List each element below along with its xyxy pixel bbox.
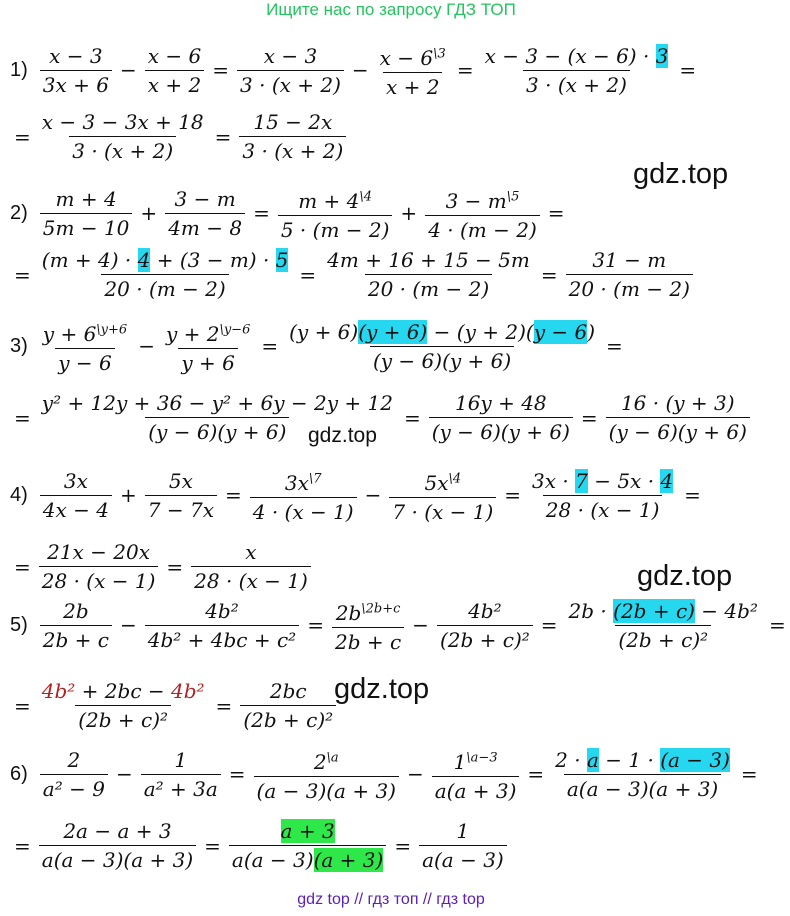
denominator: y + 6 [178,348,238,377]
numerator [278,817,338,845]
operator: = [684,483,701,508]
operator: = [166,554,184,579]
operator: = [14,693,31,718]
denominator: a² + 3a [141,774,221,803]
denominator: (y − 6)(y + 6) [429,417,573,446]
numerator: 2a − a + 3 [63,819,172,843]
cancelled-term: 4b² [41,679,76,703]
denominator: 20 · (m − 2) [365,274,492,303]
fraction [250,465,357,526]
denominator: 28 · (x − 1) [191,566,311,595]
fraction [165,185,245,242]
denominator: 3 · (x + 2) [237,70,344,99]
denominator: 28 · (x − 1) [39,566,159,595]
denominator: 2b + c [40,625,112,654]
watermark: gdz.top [637,560,733,592]
denominator: 5 · (m − 2) [278,215,393,244]
operator: = [403,405,421,430]
fraction [237,42,344,99]
operator: = [580,405,598,430]
numerator: x − 6 [147,43,202,68]
operator: = [212,58,230,83]
denominator: (2b + c)² [615,625,711,654]
highlighted-factor: 4 [137,248,151,272]
numerator: 21x − 20x [47,540,151,564]
numerator: $x - 6^{\backslash 3}$ [379,45,446,70]
equation-line [10,246,697,303]
numerator: 15 − 2x [253,110,333,134]
equation-line [10,744,762,805]
operator: = [204,833,221,858]
multiplier-superscript: \2b+c [361,601,401,616]
operator: + [140,201,158,226]
numerator: 1 [456,819,470,843]
numerator: x − 3 [49,43,103,68]
fraction [566,246,693,303]
operator: − [120,58,137,83]
denominator: (y − 6)(y + 6) [145,417,289,446]
fraction [425,183,540,244]
fraction [229,817,386,874]
problem-number: 6) [10,762,28,785]
operator: − [138,334,155,359]
operator: = [215,693,233,718]
highlighted-factor: (y + 6) [358,319,428,344]
search-banner: Ищите нас по запросу ГДЗ ТОП [266,0,516,19]
operator: − [412,613,429,638]
multiplier-superscript: \y+6 [96,322,128,337]
numerator: $y + 6^{\backslash y+6}$ [42,321,128,346]
fraction [482,42,672,99]
equation-line [10,40,700,101]
denominator: 3x + 6 [40,70,112,99]
fraction [40,316,130,377]
problem-number: 3) [10,334,28,357]
watermark: gdz.top [633,158,729,190]
highlighted-factor: 5 [275,248,289,272]
highlighted-factor: (a − 3) [660,747,730,772]
numerator: $3 - m^{\backslash 5}$ [445,188,520,213]
operator: − [364,483,382,508]
highlighted-factor: 4 [660,468,674,493]
equation-line [10,316,627,377]
fraction [145,42,204,99]
numerator: x [245,540,257,564]
equation-line [10,183,569,244]
multiplier-superscript: \a [326,750,339,765]
numerator: 16y + 48 [454,391,547,415]
fraction [529,467,676,524]
denominator: (a − 3)(a + 3) [254,776,399,805]
highlighted-factor: a [586,747,599,772]
fraction [566,597,761,654]
numerator: $5x^{\backslash 4}$ [424,470,462,495]
operator: = [299,262,317,287]
multiplier-superscript: \4 [359,189,373,204]
fraction [254,744,399,805]
multiplier-superscript: \4 [448,471,462,486]
numerator: 2bc [269,679,307,703]
denominator: y − 6 [55,348,115,377]
operator: = [228,762,246,787]
fraction [141,746,221,803]
numerator: 2b [63,598,89,623]
problem-number: 5) [10,613,28,636]
denominator: 28 · (x − 1) [543,495,663,524]
fraction [429,389,573,446]
denominator: 3 · (x + 2) [69,136,176,165]
numerator: 4b² [205,598,239,623]
operator: − [351,58,369,83]
problem-number: 4) [10,483,28,506]
numerator: 4b² [468,598,502,623]
denominator: a(a − 3) [419,845,507,874]
numerator: 5x [168,468,193,493]
numerator: 16 · (y + 3) [620,391,735,415]
fraction [239,108,346,165]
multiplier-superscript: \5 [506,189,520,204]
fraction [40,467,112,524]
fraction [437,597,533,654]
fraction [39,817,196,874]
fraction [40,42,112,99]
equation-line [10,108,350,165]
numerator: 4m + 16 + 15 − 5m [327,248,530,272]
denominator: a(a − 3)(a + 3) [39,845,196,874]
numerator: 4b² + 2bc − 4b² [41,679,205,703]
numerator: $2^{\backslash a}$ [313,749,339,774]
operator: − [115,762,133,787]
equation-line [10,595,790,656]
operator: = [214,124,232,149]
numerator: x − 3 − 3x + 18 [41,110,204,134]
fraction [39,677,208,734]
fraction [39,108,207,165]
highlighted-factor: (2b + c) [613,598,695,623]
equation-line [10,817,511,874]
operator: = [740,762,758,787]
denominator: 20 · (m − 2) [101,274,228,303]
denominator: a(a + 3) [432,776,520,805]
operator: = [224,483,242,508]
denominator: 7 − 7x [145,495,217,524]
operator: = [527,762,545,787]
fraction [191,538,311,595]
numerator: 2 · a − 1 · (a − 3) [555,747,730,772]
cancelled-term: 4b² [171,679,205,703]
denominator: 4m − 8 [165,213,245,242]
watermark: gdz.top [308,424,377,447]
multiplier-superscript: \3 [433,46,446,61]
fraction [163,316,253,377]
numerator: $2b^{\backslash 2b+c}$ [335,600,401,625]
fraction [389,465,496,526]
denominator: a² − 9 [40,774,108,803]
operator: = [261,334,279,359]
numerator: m + 4 [55,186,117,211]
denominator: (2b + c)² [75,705,171,734]
fraction [39,246,292,303]
operator: = [679,58,697,83]
operator: = [14,833,31,858]
numerator: 3x [63,468,88,493]
numerator: x − 3 [263,43,318,68]
highlighted-factor: (a + 3) [313,848,384,872]
denominator: 4 · (x − 1) [250,497,357,526]
equation-line [10,465,705,526]
highlighted-factor: a + 3 [280,819,335,843]
numerator: y² + 12y + 36 − y² + 6y − 2y + 12 [41,391,393,415]
multiplier-superscript: \a−3 [466,750,498,765]
fraction [432,744,520,805]
highlighted-factor: 7 [575,468,588,493]
operator: = [540,262,558,287]
numerator: 3x · 7 − 5x · 4 [532,468,674,493]
fraction [40,185,133,242]
highlighted-factor: y − 6 [533,319,588,344]
numerator: 3 − m [174,186,236,211]
fraction [606,389,750,446]
operator: = [14,554,31,579]
denominator: (2b + c)² [437,625,533,654]
fraction [324,246,533,303]
numerator: 31 − m [592,248,667,272]
denominator: 7 · (x − 1) [389,497,496,526]
denominator: 3 · (x + 2) [523,70,630,99]
numerator: 2 [67,747,81,772]
fraction [332,595,404,656]
numerator: $y + 2^{\backslash y-6}$ [165,321,251,346]
denominator: 2b + c [332,627,404,656]
numerator: 2b · (2b + c) − 4b² [568,598,758,623]
operator: + [400,201,418,226]
fraction [40,746,108,803]
operator: = [307,613,324,638]
denominator: x + 2 [145,70,204,99]
denominator: 3 · (x + 2) [239,136,346,165]
operator: = [253,201,270,226]
operator: = [14,405,31,430]
fraction [552,746,733,803]
watermark: gdz.top [334,673,430,705]
operator: + [120,483,137,508]
numerator: (m + 4) · 4 + (3 − m) · 5 [41,248,289,272]
fraction [145,467,217,524]
fraction [377,40,449,101]
fraction [145,597,299,654]
denominator: a(a − 3)(a + 3) [564,774,721,803]
footer: gdz top // гдз топ // гдз top [297,891,485,908]
denominator: 4 · (m − 2) [425,215,540,244]
operator: − [120,613,137,638]
multiplier-superscript: \y−6 [219,322,251,337]
operator: = [394,833,412,858]
operator: = [456,58,474,83]
denominator: a(a − 3)(a + 3) [229,845,386,874]
operator: = [504,483,522,508]
operator: = [768,613,786,638]
fraction [39,389,396,446]
numerator: $1^{\backslash a-3}$ [453,749,498,774]
denominator: (2b + c)² [240,705,336,734]
fraction [278,183,393,244]
fraction [240,677,336,734]
numerator: 1 [174,747,188,772]
numerator: x − 3 − (x − 6) · 3 [484,43,669,68]
fraction [40,597,112,654]
denominator: (y − 6)(y + 6) [606,417,750,446]
operator: = [606,334,623,359]
problem-number: 2) [10,201,28,224]
problem-number: 1) [10,58,28,81]
equation-line [10,389,754,446]
denominator: 4b² + 4bc + c² [145,625,299,654]
denominator: 5m − 10 [40,213,133,242]
operator: = [14,124,31,149]
operator: = [14,262,31,287]
equation-line [10,538,315,595]
numerator: $3x^{\backslash 7}$ [284,470,322,495]
denominator: 4x − 4 [40,495,112,524]
numerator: $m + 4^{\backslash 4}$ [298,188,373,213]
numerator: (y + 6)(y + 6) − (y + 2)(y − 6) [289,319,596,344]
operator: − [406,762,424,787]
denominator: (y − 6)(y + 6) [370,346,514,375]
fraction [419,817,507,874]
fraction [286,318,598,375]
fraction [39,538,159,595]
highlighted-factor: 3 [655,43,669,68]
denominator: x + 2 [383,72,442,101]
multiplier-superscript: \7 [308,471,322,486]
operator: = [547,201,565,226]
operator: = [540,613,558,638]
denominator: 20 · (m − 2) [566,274,693,303]
equation-line [10,677,340,734]
